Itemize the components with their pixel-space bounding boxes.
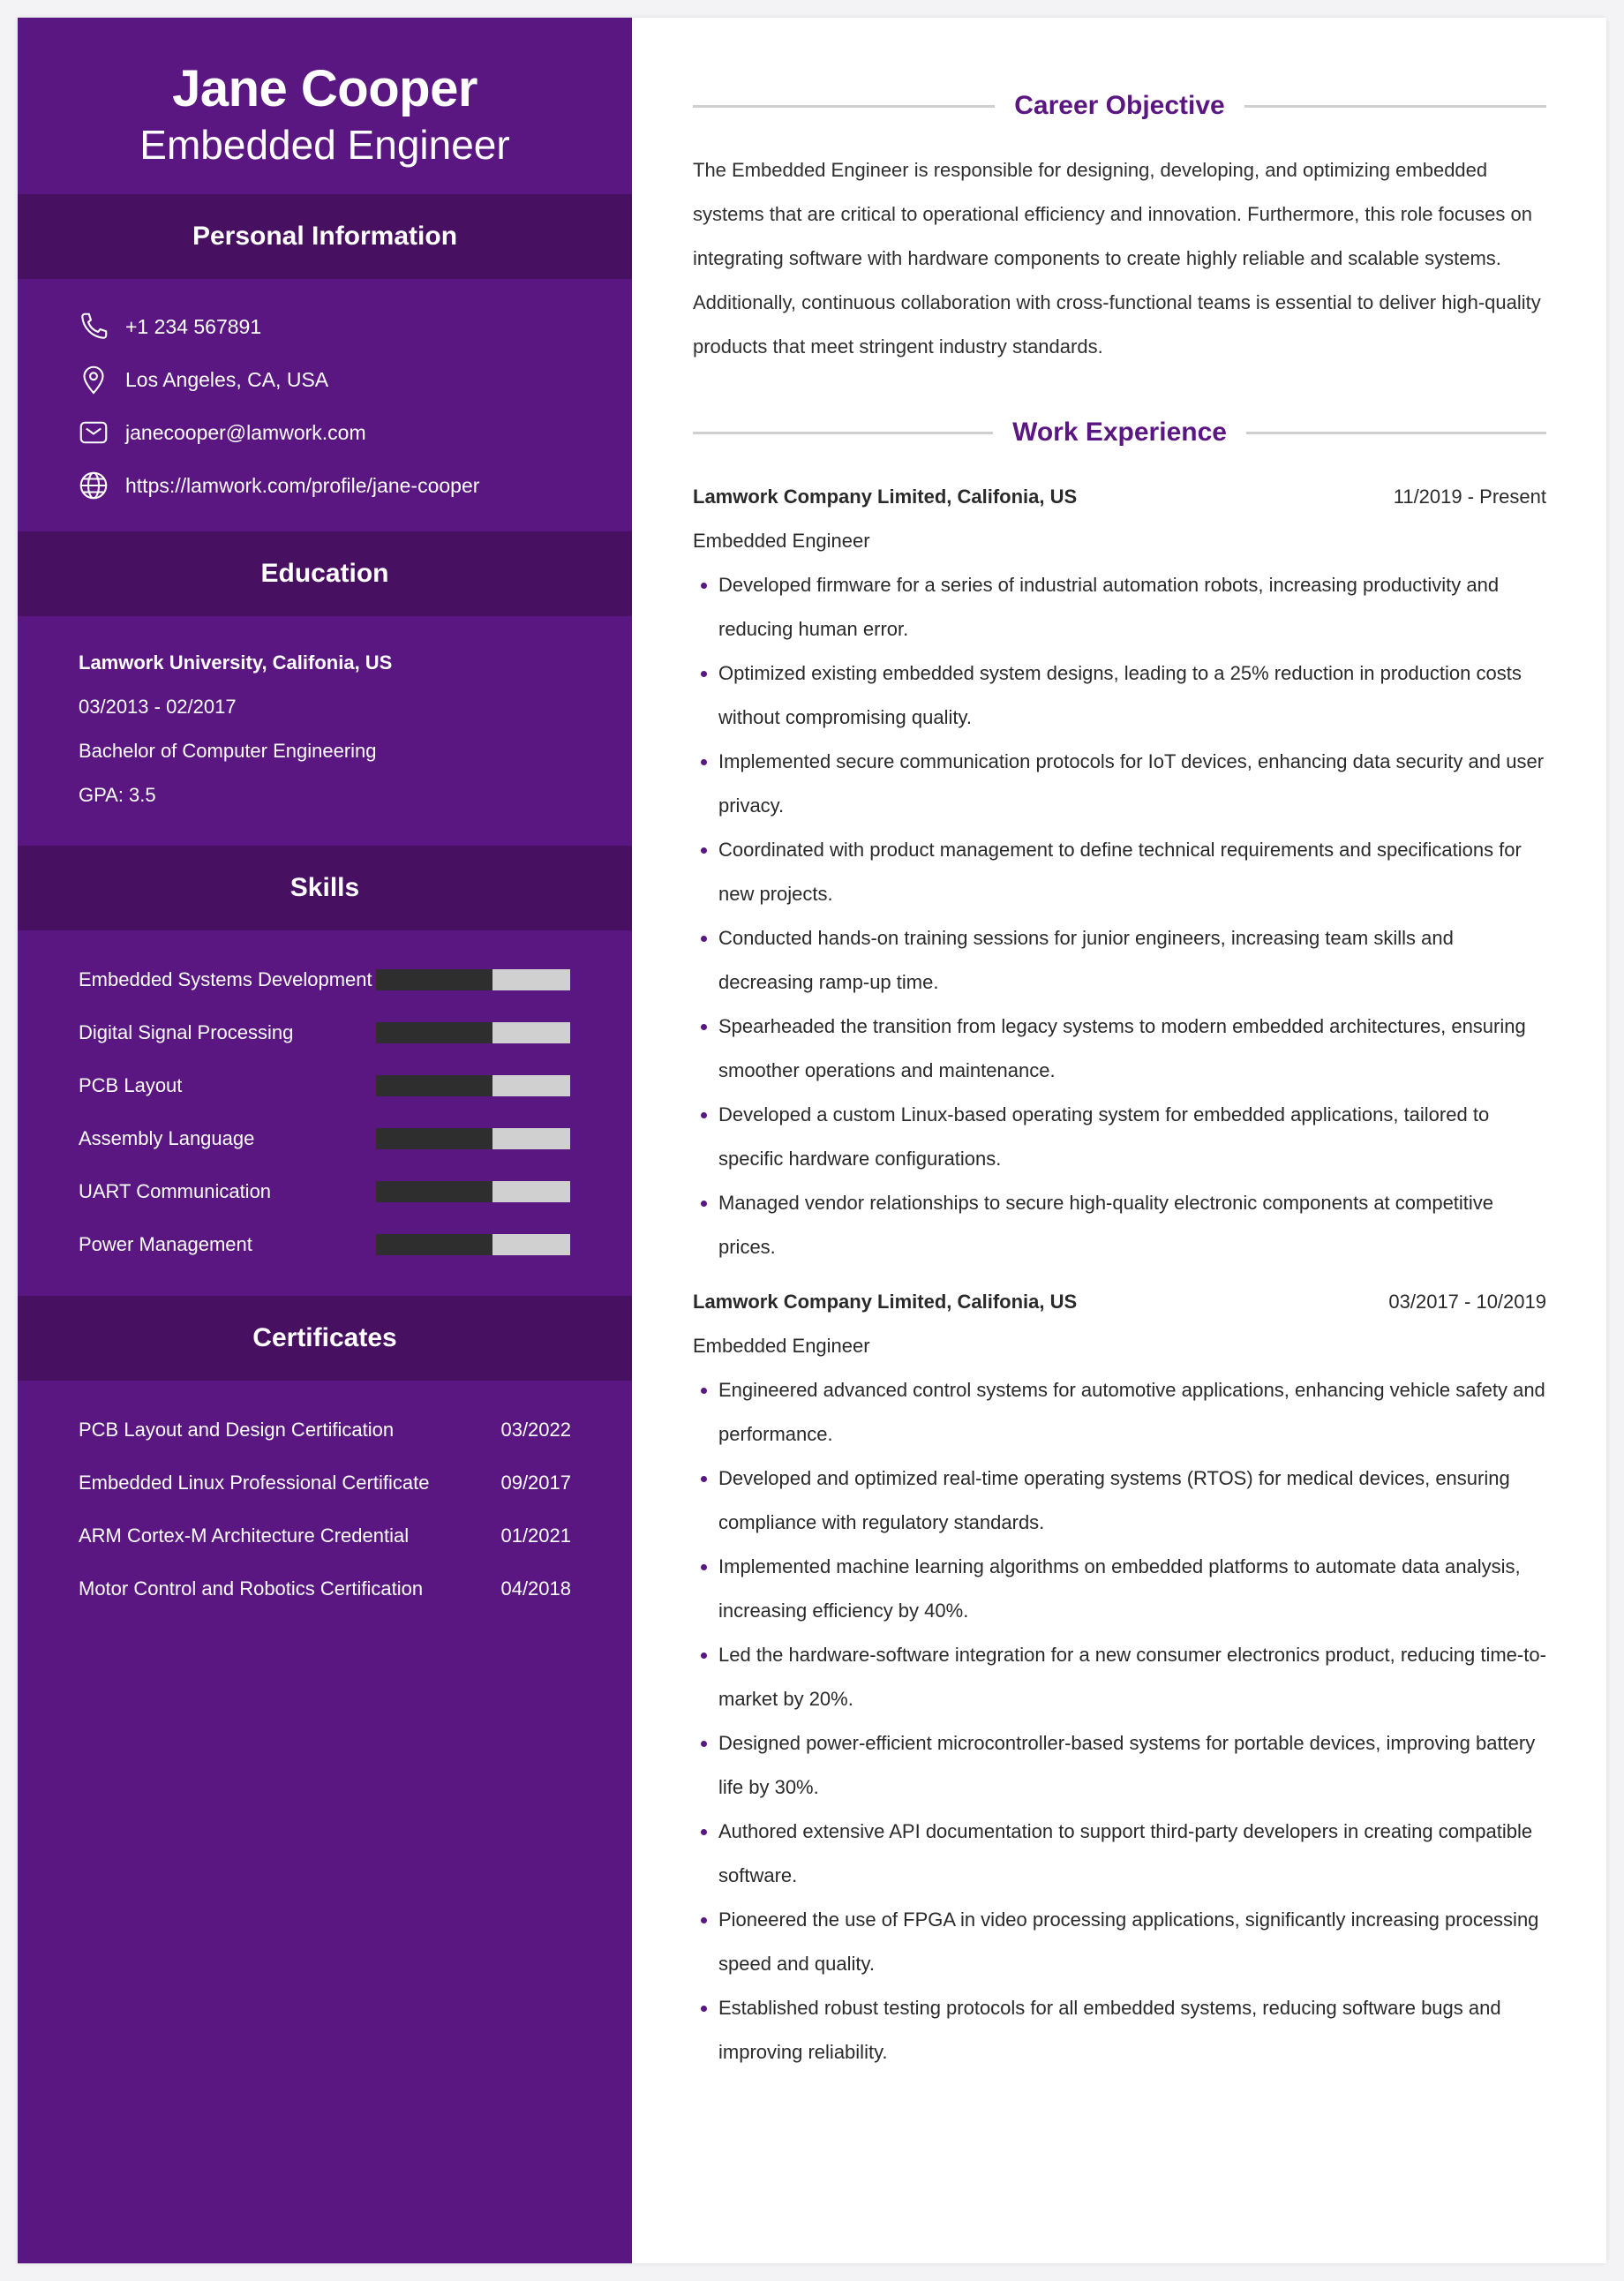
contact-email-text[interactable]: janecooper@lamwork.com [125,420,366,444]
skill-name: UART Communication [79,1180,272,1202]
candidate-name: Jane Cooper [172,60,477,117]
certificate-item [79,1509,632,1562]
job-bullet: Established robust testing protocols for all embedded systems, reducing software bugs and improving reliability. [693,1986,1546,2074]
job-bullet: Developed a custom Linux-based operating system for embedded applications, tailored to specific hardware configurations. [693,1093,1546,1181]
sidebar [18,18,632,2263]
skill-name: Power Management [79,1233,252,1255]
certificate-name: Motor Control and Robotics Certification [79,1577,424,1600]
job-bullet: Optimized existing embedded system designs, leading to a 25% reduction in production costs without compromising quality. [693,651,1546,740]
skill-item [79,1059,632,1112]
skill-item [79,953,632,1006]
job-bullets [693,1368,1546,2074]
skills-heading: Skills [18,846,632,930]
job-company: Lamwork Company Limited, Califonia, US [693,1291,1078,1313]
certificate-name: Embedded Linux Professional Certificate [79,1472,430,1494]
job-bullet: Engineered advanced control systems for automotive applications, enhancing vehicle safety and performance. [693,1368,1546,1457]
education-block [18,616,632,846]
job-bullet: Implemented machine learning algorithms on embedded platforms to automate data analysis, increasing efficiency by 40%. [693,1545,1546,1633]
skill-bar [376,969,570,990]
job-company: Lamwork Company Limited, Califonia, US [693,486,1078,508]
certificate-item [79,1404,632,1457]
job-bullet: Spearheaded the transition from legacy systems to modern embedded architectures, ensuring smoother operations and maintenance. [693,1005,1546,1093]
career-objective-heading [693,88,1546,124]
education-school: Lamwork University, Califonia, US [79,651,393,674]
skill-bar [376,1128,570,1149]
work-experience-section [693,415,1546,2074]
education-gpa: GPA: 3.5 [79,784,156,806]
contact-website-text[interactable]: https://lamwork.com/profile/jane-cooper [125,473,480,497]
skill-bar [376,1075,570,1096]
contact-phone [78,300,632,353]
skill-bar [376,1181,570,1202]
skill-bar-fill [376,1022,492,1043]
job-bullet: Led the hardware-software integration for a new consumer electronics product, reducing time-to-market by 20%. [693,1633,1546,1721]
skill-bar [376,1234,570,1255]
job-dates: 11/2019 - Present [1393,486,1546,508]
job-bullet: Implemented secure communication protocols for IoT devices, enhancing data security and user privacy. [693,740,1546,828]
skills-list [18,930,632,1296]
resume-page [18,18,1606,2263]
skill-name: Embedded Systems Development [79,968,372,990]
job-bullet: Pioneered the use of FPGA in video processing applications, significantly increasing processing speed and quality. [693,1898,1546,1986]
divider [693,432,993,434]
globe-icon [78,470,109,501]
job-entry [693,475,1546,1269]
mail-icon [78,417,109,448]
job-bullet: Conducted hands-on training sessions for junior engineers, increasing team skills and decreasing ramp-up time. [693,916,1546,1005]
phone-icon [78,311,109,343]
career-objective-text: The Embedded Engineer is responsible for designing, developing, and optimizing embedded systems that are critical to operational efficiency and innovation. Furthermore, this role focuses on integrating software with hardware components to create highly reliable and scalable systems. Additionally, continuous collaboration with cross-functional teams is essential to deliver high-quality products that meet stringent industry standards. [693,159,1541,358]
certificate-date: 04/2018 [500,1577,571,1600]
skill-bar-fill [376,1181,492,1202]
location-pin-icon [78,364,109,395]
work-experience-title: Work Experience [1012,418,1227,447]
certificate-item [79,1562,632,1615]
divider [693,105,995,108]
job-bullet: Coordinated with product management to define technical requirements and specifications for new projects. [693,828,1546,916]
skill-name: PCB Layout [79,1074,183,1096]
skill-name: Assembly Language [79,1127,255,1149]
skill-bar-fill [376,969,492,990]
career-objective-title: Career Objective [1014,91,1225,120]
skill-bar [376,1022,570,1043]
candidate-title: Embedded Engineer [139,122,510,168]
job-bullet: Developed firmware for a series of industrial automation robots, increasing productivity and reducing human error. [693,563,1546,651]
job-bullet: Developed and optimized real-time operating systems (RTOS) for medical devices, ensuring compliance with regulatory standards. [693,1457,1546,1545]
skill-item [79,1165,632,1218]
skill-item [79,1112,632,1165]
contact-phone-text[interactable]: +1 234 567891 [125,314,262,338]
certificates-list [18,1381,632,1615]
job-entry [693,1280,1546,2074]
contact-location [78,353,632,406]
contact-email [78,406,632,459]
job-dates: 03/2017 - 10/2019 [1388,1291,1546,1313]
skill-bar-fill [376,1128,492,1149]
skill-bar-fill [376,1075,492,1096]
job-header [693,1280,1546,1324]
certificate-name: PCB Layout and Design Certification [79,1419,395,1441]
divider [1246,432,1546,434]
education-heading: Education [18,531,632,616]
job-role: Embedded Engineer [693,530,870,552]
education-degree: Bachelor of Computer Engineering [79,740,377,762]
certificate-name: ARM Cortex-M Architecture Credential [79,1524,410,1547]
skill-item [79,1006,632,1059]
skill-name: Digital Signal Processing [79,1021,294,1043]
personal-info-heading: Personal Information [18,194,632,279]
job-bullet: Designed power-efficient microcontroller-based systems for portable devices, improving battery life by 30%. [693,1721,1546,1810]
certificate-date: 09/2017 [500,1472,571,1494]
resume-header [18,18,632,194]
certificate-date: 01/2021 [500,1524,571,1547]
certificate-item [79,1457,632,1509]
education-dates: 03/2013 - 02/2017 [79,696,237,718]
certificates-heading: Certificates [18,1296,632,1381]
job-header [693,475,1546,519]
contact-website [78,459,632,512]
certificate-date: 03/2022 [500,1419,571,1441]
job-bullets [693,563,1546,1269]
job-role: Embedded Engineer [693,1335,870,1357]
divider [1244,105,1546,108]
work-experience-heading [693,415,1546,450]
skill-item [79,1218,632,1271]
job-bullet: Managed vendor relationships to secure high-quality electronic components at competitive prices. [693,1181,1546,1269]
main-content [632,18,1606,2263]
job-bullet: Authored extensive API documentation to support third-party developers in creating compatible software. [693,1810,1546,1898]
contact-location-text: Los Angeles, CA, USA [125,367,329,391]
contact-list [18,279,632,531]
skill-bar-fill [376,1234,492,1255]
